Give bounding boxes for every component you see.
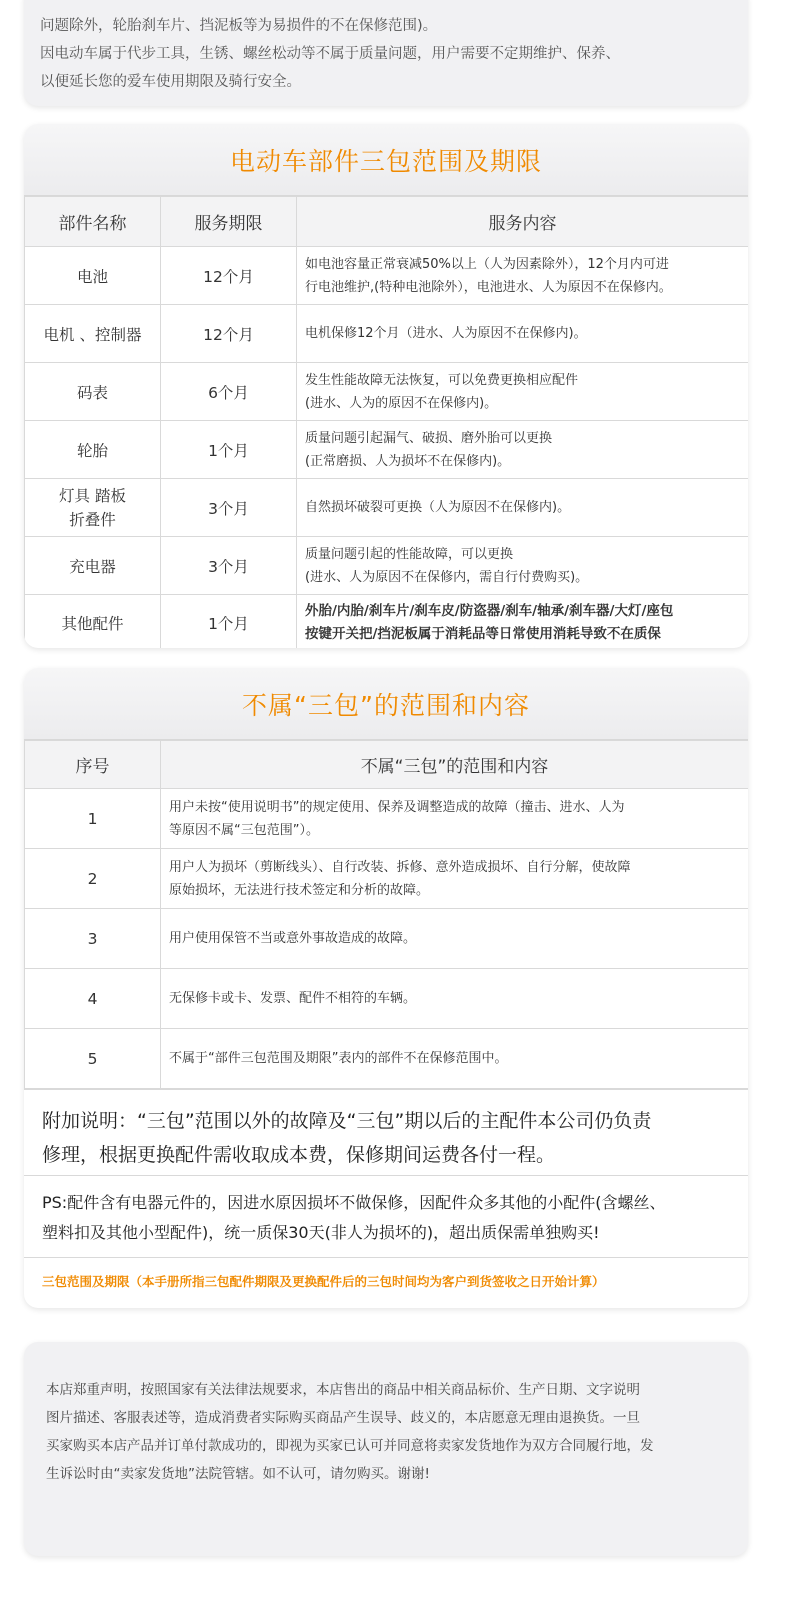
warranty-note-line: 以便延长您的爱车使用期限及骑行安全。 [40,74,301,90]
table-row [25,247,749,305]
exclusion-content: 无保修卡或卡、发票、配件不相符的车辆。 [161,969,749,1029]
warranty-note-line: 因电动车属于代步工具，生锈、螺丝松动等不属于质量问题，用户需要不定期维护、保养、 [40,46,620,62]
table-row [25,537,749,595]
part-name: 轮胎 [25,421,161,479]
parts-warranty-card [24,124,748,648]
warranty-note-card [24,0,748,106]
disclaimer-line: 买家购买本店产品并订单付款成功的，即视为买家已认可并同意将卖家发货地作为双方合同履行地，发 [46,1438,654,1454]
ps-note: PS:配件含有电器元件的，因进水原因损坏不做保修，因配件众多其他的小配件(含螺丝、 塑料扣及其他小型配件)，统一质保30天(非人为损坏的)，超出质保需单独购买! [24,1175,748,1257]
column-header: 服务期限 [161,197,297,247]
table-row [25,363,749,421]
column-header: 部件名称 [25,197,161,247]
service-content: 发生性能故障无法恢复，可以免费更换相应配件 (进水、人为的原因不在保修内)。 [297,363,749,421]
table-row [25,909,749,969]
row-number: 2 [25,849,161,909]
parts-warranty-title: 电动车部件三包范围及期限 [229,146,542,176]
service-period: 6个月 [161,363,297,421]
table-row [25,305,749,363]
table-header-row [25,197,749,247]
warranty-note-line: 问题除外，轮胎刹车片、挡泥板等为易损件的不在保修范围)。 [40,18,438,34]
parts-warranty-table [24,196,748,648]
service-content: 自然损坏破裂可更换（人为原因不在保修内)。 [297,479,749,537]
exclusion-title: 不属“三包”的范围和内容 [242,690,530,720]
column-header: 序号 [25,741,161,789]
disclaimer-line: 生诉讼时由“卖家发货地”法院管辖。如不认可，请勿购买。谢谢! [46,1466,430,1482]
exclusion-card [24,668,748,1308]
table-row [25,849,749,909]
row-number: 4 [25,969,161,1029]
exclusion-content: 用户未按“使用说明书”的规定使用、保养及调整造成的故障（撞击、进水、人为 等原因不属“三包范围”）。 [161,789,749,849]
part-name: 电机 、控制器 [25,305,161,363]
row-number: 5 [25,1029,161,1089]
service-period: 1个月 [161,421,297,479]
exclusion-table [24,740,748,1089]
service-content: 电机保修12个月（进水、人为原因不在保修内)。 [297,305,749,363]
exclusion-header [24,668,748,740]
part-name: 灯具 踏板 折叠件 [25,479,161,537]
disclaimer-card [24,1342,748,1556]
exclusion-content: 不属于“部件三包范围及期限”表内的部件不在保修范围中。 [161,1029,749,1089]
service-period: 1个月 [161,595,297,649]
part-name: 码表 [25,363,161,421]
exclusion-content: 用户使用保管不当或意外事故造成的故障。 [161,909,749,969]
part-name: 电池 [25,247,161,305]
service-period: 12个月 [161,247,297,305]
exclusion-content: 用户人为损坏（剪断线头）、自行改装、拆修、意外造成损坏、自行分解，使故障 原始损坏，无法进行技术签定和分析的故障。 [161,849,749,909]
part-name: 其他配件 [25,595,161,649]
service-content: 外胎/内胎/刹车片/刹车皮/防盗器/刹车/轴承/刹车器/大灯/座包 按键开关把/挡泥板属于消耗品等日常使用消耗导致不在质保 [297,595,749,649]
column-header: 服务内容 [297,197,749,247]
column-header: 不属“三包”的范围和内容 [161,741,749,789]
service-content: 质量问题引起漏气、破损、磨外胎可以更换 (正常磨损、人为损坏不在保修内)。 [297,421,749,479]
warranty-period-note: 三包范围及期限（本手册所指三包配件期限及更换配件后的三包时间均为客户到货签收之日开始计算） [24,1257,748,1301]
table-row [25,595,749,649]
disclaimer-line: 图片描述、客服表述等，造成消费者实际购买商品产生误导、歧义的，本店愿意无理由退换货。一旦 [46,1410,640,1426]
part-name: 充电器 [25,537,161,595]
service-period: 12个月 [161,305,297,363]
service-content: 质量问题引起的性能故障，可以更换 (进水、人为原因不在保修内，需自行付费购买)。 [297,537,749,595]
parts-warranty-header [24,124,748,196]
additional-note: 附加说明：“三包”范围以外的故障及“三包”期以后的主配件本公司仍负责 修理，根据更换配件需收取成本费，保修期间运费各付一程。 [24,1089,748,1175]
table-row [25,479,749,537]
service-period: 3个月 [161,479,297,537]
table-row [25,789,749,849]
table-row [25,969,749,1029]
service-content: 如电池容量正常衰减50%以上（人为因素除外），12个月内可进 行电池维护,(特种电池除外），电池进水、人为原因不在保修内。 [297,247,749,305]
table-header-row [25,741,749,789]
table-row [25,1029,749,1089]
disclaimer-line: 本店郑重声明，按照国家有关法律法规要求，本店售出的商品中相关商品标价、生产日期、文字说明 [46,1382,640,1398]
service-period: 3个月 [161,537,297,595]
row-number: 1 [25,789,161,849]
table-row [25,421,749,479]
row-number: 3 [25,909,161,969]
